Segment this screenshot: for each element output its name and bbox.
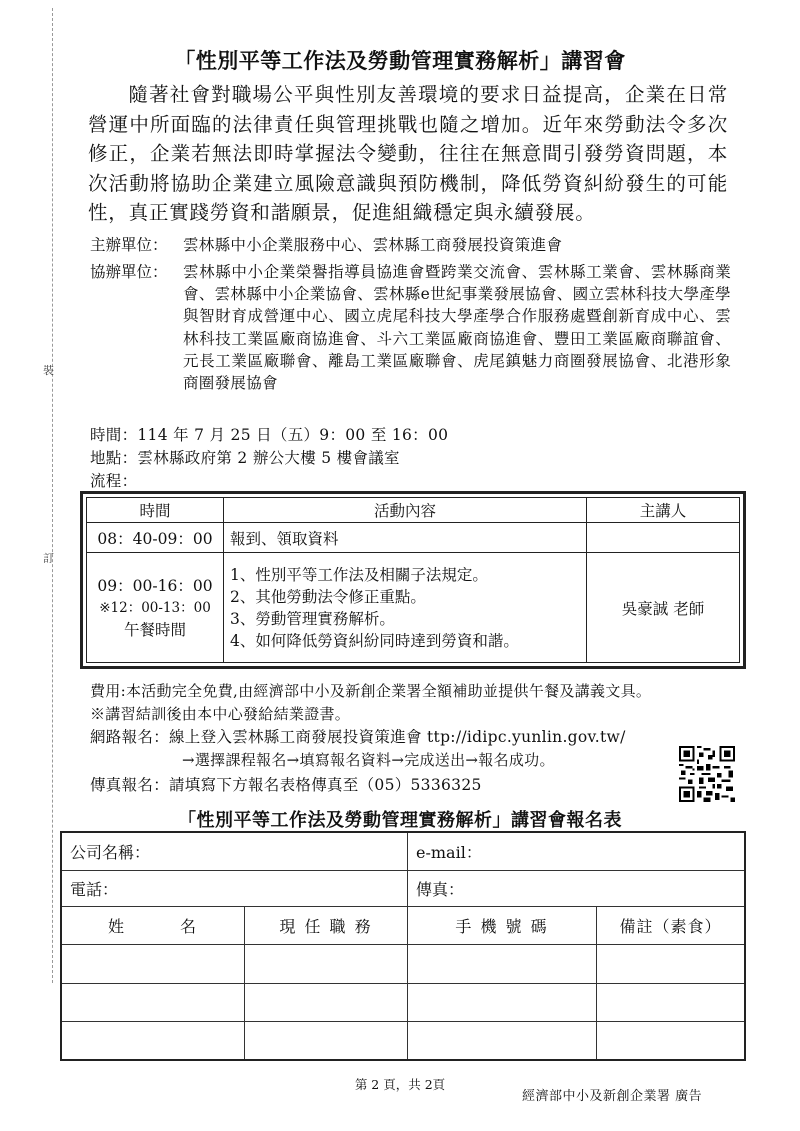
schedule-header-row [87, 498, 740, 523]
table-row [61, 945, 745, 983]
schedule-header-content: 活動內容 [224, 498, 587, 523]
form-row-phone [61, 870, 745, 906]
fee-text: 費用:本活動完全免費,由經濟部中小及新創企業署全額補助並提供午餐及講義文具。 [90, 682, 652, 700]
agenda-item: 1、性別平等工作法及相關子法規定。 [230, 565, 488, 584]
online-signup-line1[interactable]: 網路報名：線上登入雲林縣工商發展投資策進會 ttp://idipc.yunlin.gov.tw/ [90, 728, 626, 746]
agenda-item: 3、勞動管理實務解析。 [230, 609, 395, 628]
qr-code-icon[interactable] [679, 746, 735, 802]
company-name-label: 公司名稱： [70, 842, 151, 862]
schedule-header-time: 時間 [87, 498, 224, 523]
col-header-mobile: 手 機 號 碼 [408, 907, 597, 945]
schedule-row2-time-cell [87, 553, 224, 663]
schedule-row1-content: 報到、領取資料 [224, 523, 587, 553]
schedule-row2-content [224, 553, 587, 663]
col-header-note: 備註（素食） [597, 907, 746, 945]
company-name-field[interactable] [61, 832, 408, 870]
attendee-position-cell[interactable] [245, 1022, 408, 1060]
fax-signup-text: 傳真報名：請填寫下方報名表格傳真至（05）5336325 [90, 776, 482, 794]
attendee-position-cell[interactable] [245, 945, 408, 983]
table-row [61, 983, 745, 1021]
fax-field[interactable] [408, 870, 746, 906]
attendee-name-cell[interactable] [61, 983, 245, 1021]
event-time: 時間：114 年 7 月 25 日（五）9：00 至 16：00 [90, 426, 449, 444]
process-label: 流程： [90, 472, 138, 490]
schedule-table [86, 497, 740, 663]
table-row [61, 1022, 745, 1060]
email-field[interactable] [408, 832, 746, 870]
attendee-note-cell[interactable] [597, 1022, 746, 1060]
binding-mark-ding: 訂 [43, 552, 54, 565]
schedule-row2-speaker: 吳豪誠 老師 [587, 553, 740, 663]
page-number: 第 2 頁，共 2頁 [354, 1077, 446, 1092]
schedule-row1-speaker [587, 523, 740, 553]
online-signup-line2: →選擇課程報名→填寫報名資料→完成送出→報名成功。 [182, 751, 555, 769]
lunch-time: ※12：00-13：00 [99, 599, 211, 616]
attendee-mobile-cell[interactable] [408, 983, 597, 1021]
schedule-frame [80, 491, 746, 669]
organizer-value: 雲林縣中小企業服務中心、雲林縣工商發展投資策進會 [183, 236, 563, 254]
page-title: 「性別平等工作法及勞動管理實務解析」講習會 [174, 48, 626, 73]
form-row-company [61, 832, 745, 870]
col-header-position: 現 任 職 務 [245, 907, 408, 945]
registration-form-table [60, 831, 746, 1061]
organizer-label: 主辦單位： [90, 236, 168, 254]
attendee-mobile-cell[interactable] [408, 945, 597, 983]
fax-label: 傳真： [416, 879, 465, 899]
phone-field[interactable] [61, 870, 408, 906]
event-location: 地點：雲林縣政府第 2 辦公大樓 5 樓會議室 [90, 449, 400, 467]
binding-mark-zhuang: 裝 [43, 364, 54, 377]
schedule-row [87, 553, 740, 663]
sponsor-ad-note: 經濟部中小及新創企業署 廣告 [522, 1089, 703, 1104]
agenda-item: 2、其他勞動法令修正重點。 [230, 587, 426, 606]
certificate-text: ※講習結訓後由本中心發給結業證書。 [90, 705, 351, 723]
schedule-header-speaker: 主講人 [587, 498, 740, 523]
schedule-row2-time: 09：00-16：00 [97, 576, 213, 595]
schedule-row1-time: 08：40-09：00 [87, 523, 224, 553]
co-organizer-value: 雲林縣中小企業榮譽指導員協進會暨跨業交流會、雲林縣工業會、雲林縣商業會、雲林縣中小企業協會、雲林縣e世紀事業發展協會、國立雲林科技大學產學與智財育成營運中心、國立虎尾科技大學產學合作服務處暨創新育成中心、雲林科技工業區廠商協進會、斗六工業區廠商協進會、豐田工業區廠商聯誼會、元長工業區廠聯會、離島工業區廠聯會、虎尾鎮魅力商圈發展協會、北港形象商圈發展協會 [183, 263, 731, 393]
attendee-note-cell[interactable] [597, 983, 746, 1021]
attendee-position-cell[interactable] [245, 983, 408, 1021]
attendee-mobile-cell[interactable] [408, 1022, 597, 1060]
email-label: e-mail： [416, 842, 482, 862]
co-organizer-label: 協辦單位： [90, 263, 168, 281]
attendee-name-cell[interactable] [61, 1022, 245, 1060]
intro-text: 隨著社會對職場公平與性別友善環境的要求日益提高，企業在日常營運中所面臨的法律責任與管理挑戰也隨之增加。近年來勞動法令多次修正，企業若無法即時掌握法令變動，往往在無意間引發勞資問題，本次活動將協助企業建立風險意識與預防機制，降低勞資糾紛發生的可能性，真正實踐勞資和諧願景，促進組織穩定與永續發展。 [88, 83, 728, 224]
binding-line [52, 8, 53, 983]
col-header-name: 姓 名 [61, 907, 245, 945]
attendee-note-cell[interactable] [597, 945, 746, 983]
form-header-row [61, 907, 745, 945]
schedule-row [87, 523, 740, 553]
agenda-item: 4、如何降低勞資糾紛同時達到勞資和諧。 [230, 631, 519, 650]
lunch-label: 午餐時間 [123, 620, 186, 639]
intro-paragraph [88, 80, 728, 228]
phone-label: 電話： [70, 879, 119, 899]
form-title: 「性別平等工作法及勞動管理實務解析」講習會報名表 [178, 810, 622, 831]
attendee-name-cell[interactable] [61, 945, 245, 983]
